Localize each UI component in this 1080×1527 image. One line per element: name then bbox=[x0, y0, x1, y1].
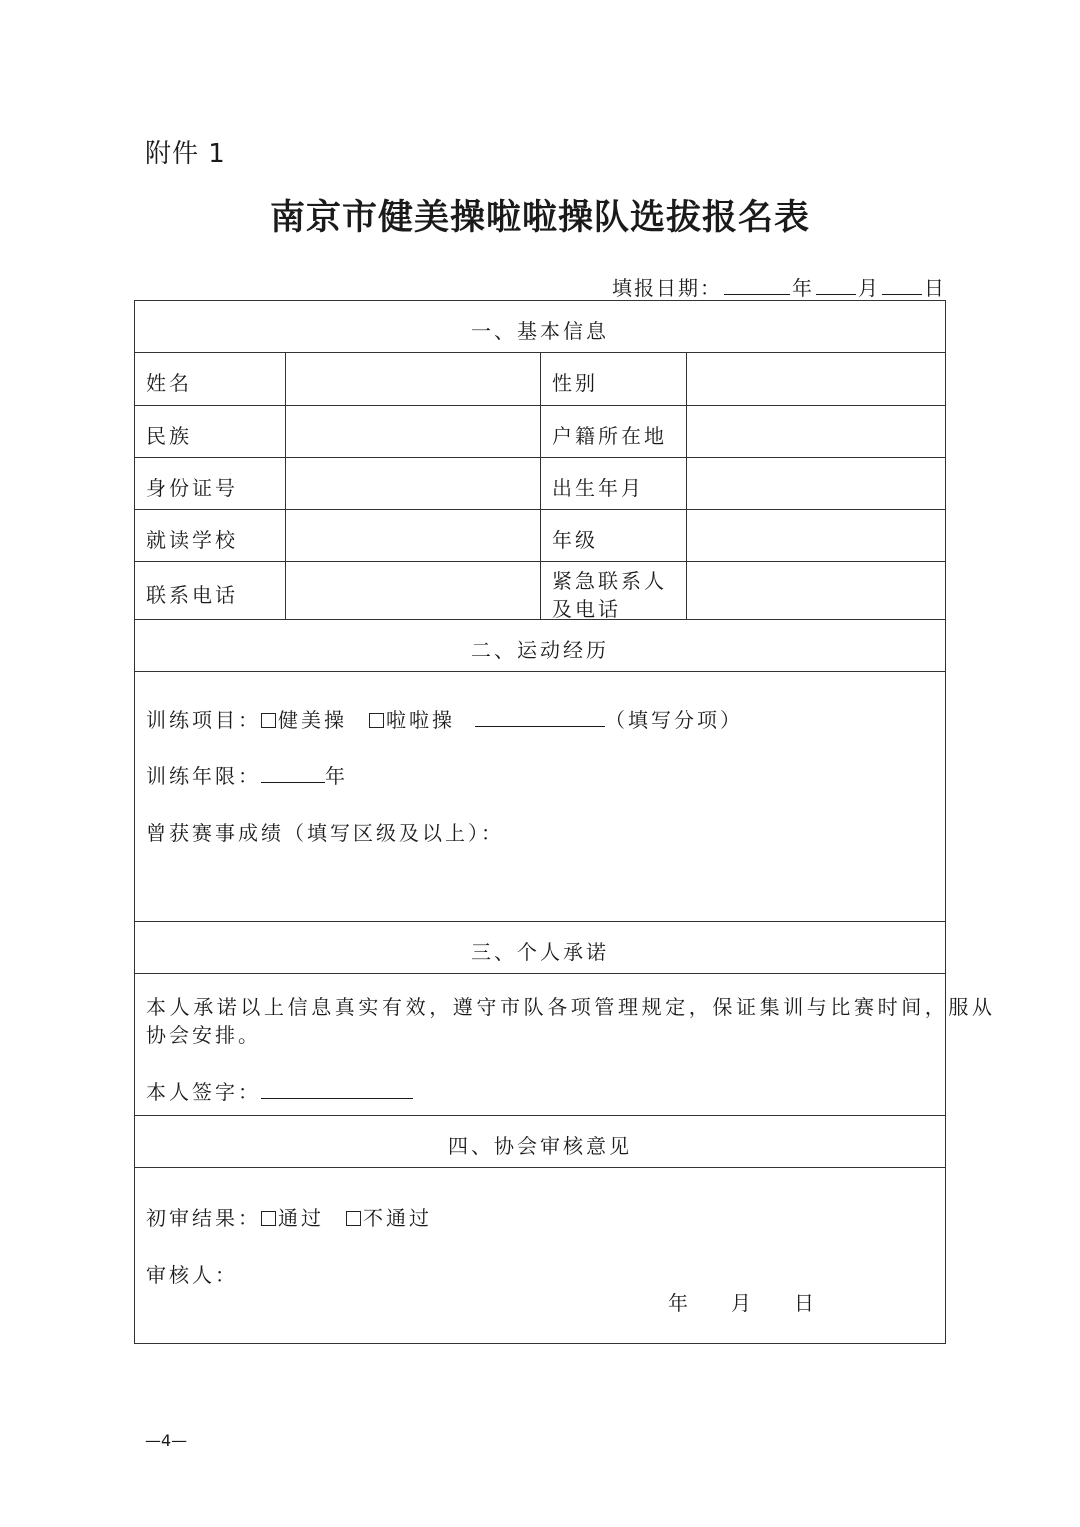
id-number-label: 身份证号 bbox=[146, 476, 238, 500]
emergency-contact-label-line2: 及电话 bbox=[552, 597, 621, 621]
training-years-blank[interactable] bbox=[261, 764, 325, 783]
cheerleading-option-label: 啦啦操 bbox=[386, 708, 455, 732]
section-personal-promise-heading: 三、个人承诺 bbox=[471, 940, 609, 964]
awards-label: 曾获赛事成绩（填写区级及以上）： bbox=[146, 821, 504, 845]
section-association-review-heading: 四、协会审核意见 bbox=[448, 1134, 632, 1158]
row-divider bbox=[135, 619, 945, 620]
training-years-unit: 年 bbox=[325, 764, 348, 788]
birth-date-field[interactable] bbox=[688, 459, 944, 508]
grade-field[interactable] bbox=[688, 511, 944, 560]
fill-month-unit: 月 bbox=[858, 276, 880, 300]
aerobics-option-label: 健美操 bbox=[278, 708, 347, 732]
row-divider bbox=[135, 973, 945, 974]
name-field[interactable] bbox=[287, 354, 539, 404]
review-year-unit: 年 bbox=[668, 1291, 691, 1315]
review-date-row bbox=[668, 1287, 817, 1316]
row-divider bbox=[135, 1167, 945, 1168]
emergency-contact-label-line1: 紧急联系人 bbox=[552, 569, 667, 593]
fill-date bbox=[612, 272, 946, 301]
sub-event-note: （填写分项） bbox=[605, 708, 743, 732]
emergency-contact-field[interactable] bbox=[688, 563, 944, 618]
training-project-label: 训练项目： bbox=[146, 708, 261, 732]
fill-year-blank[interactable] bbox=[724, 276, 790, 295]
fill-year-unit: 年 bbox=[792, 276, 814, 300]
household-label: 户籍所在地 bbox=[552, 424, 667, 448]
gender-field[interactable] bbox=[688, 354, 944, 404]
phone-label: 联系电话 bbox=[146, 583, 238, 607]
aerobics-checkbox[interactable] bbox=[261, 713, 276, 728]
household-field[interactable] bbox=[688, 407, 944, 456]
school-field[interactable] bbox=[287, 511, 539, 560]
training-years-row bbox=[146, 760, 348, 789]
row-divider bbox=[135, 1115, 945, 1116]
review-result-row bbox=[146, 1202, 432, 1231]
id-number-field[interactable] bbox=[287, 459, 539, 508]
pass-checkbox[interactable] bbox=[261, 1211, 276, 1226]
training-project-row bbox=[146, 704, 743, 733]
registration-table bbox=[134, 300, 996, 1344]
review-day-unit: 日 bbox=[794, 1291, 817, 1315]
row-divider bbox=[135, 921, 945, 922]
school-label: 就读学校 bbox=[146, 528, 238, 552]
name-label: 姓名 bbox=[146, 371, 192, 395]
form-title: 南京市健美操啦啦操队选拔报名表 bbox=[269, 197, 810, 238]
signature-label: 本人签字： bbox=[146, 1080, 261, 1104]
review-result-label: 初审结果： bbox=[146, 1206, 261, 1230]
row-divider bbox=[135, 671, 945, 672]
birth-date-label: 出生年月 bbox=[552, 476, 644, 500]
promise-text-line1: 本人承诺以上信息真实有效，遵守市队各项管理规定，保证集训与比赛时间，服从 bbox=[146, 995, 996, 1019]
section-sports-history-heading: 二、运动经历 bbox=[471, 638, 609, 662]
fill-month-blank[interactable] bbox=[816, 276, 856, 295]
ethnicity-label: 民族 bbox=[146, 424, 192, 448]
section-basic-info-heading: 一、基本信息 bbox=[471, 319, 609, 343]
gender-label: 性别 bbox=[552, 371, 598, 395]
fill-day-blank[interactable] bbox=[882, 276, 922, 295]
promise-text-line2: 协会安排。 bbox=[146, 1023, 261, 1047]
column-divider bbox=[686, 352, 687, 619]
cheerleading-checkbox[interactable] bbox=[369, 713, 384, 728]
reviewer-label: 审核人： bbox=[146, 1263, 238, 1287]
fill-day-unit: 日 bbox=[924, 276, 946, 300]
fill-date-label: 填报日期： bbox=[612, 276, 722, 300]
page-number: —4— bbox=[145, 1431, 188, 1450]
training-years-label: 训练年限： bbox=[146, 764, 261, 788]
grade-label: 年级 bbox=[552, 528, 598, 552]
signature-row bbox=[146, 1076, 413, 1105]
signature-blank[interactable] bbox=[261, 1080, 413, 1099]
column-divider bbox=[285, 352, 286, 619]
ethnicity-field[interactable] bbox=[287, 407, 539, 456]
fail-checkbox[interactable] bbox=[346, 1211, 361, 1226]
phone-field[interactable] bbox=[287, 563, 539, 618]
pass-option-label: 通过 bbox=[278, 1206, 324, 1230]
sub-event-blank[interactable] bbox=[475, 708, 605, 727]
review-month-unit: 月 bbox=[731, 1291, 754, 1315]
column-divider bbox=[540, 352, 541, 619]
fail-option-label: 不通过 bbox=[363, 1206, 432, 1230]
attachment-label: 附件 1 bbox=[145, 139, 226, 169]
